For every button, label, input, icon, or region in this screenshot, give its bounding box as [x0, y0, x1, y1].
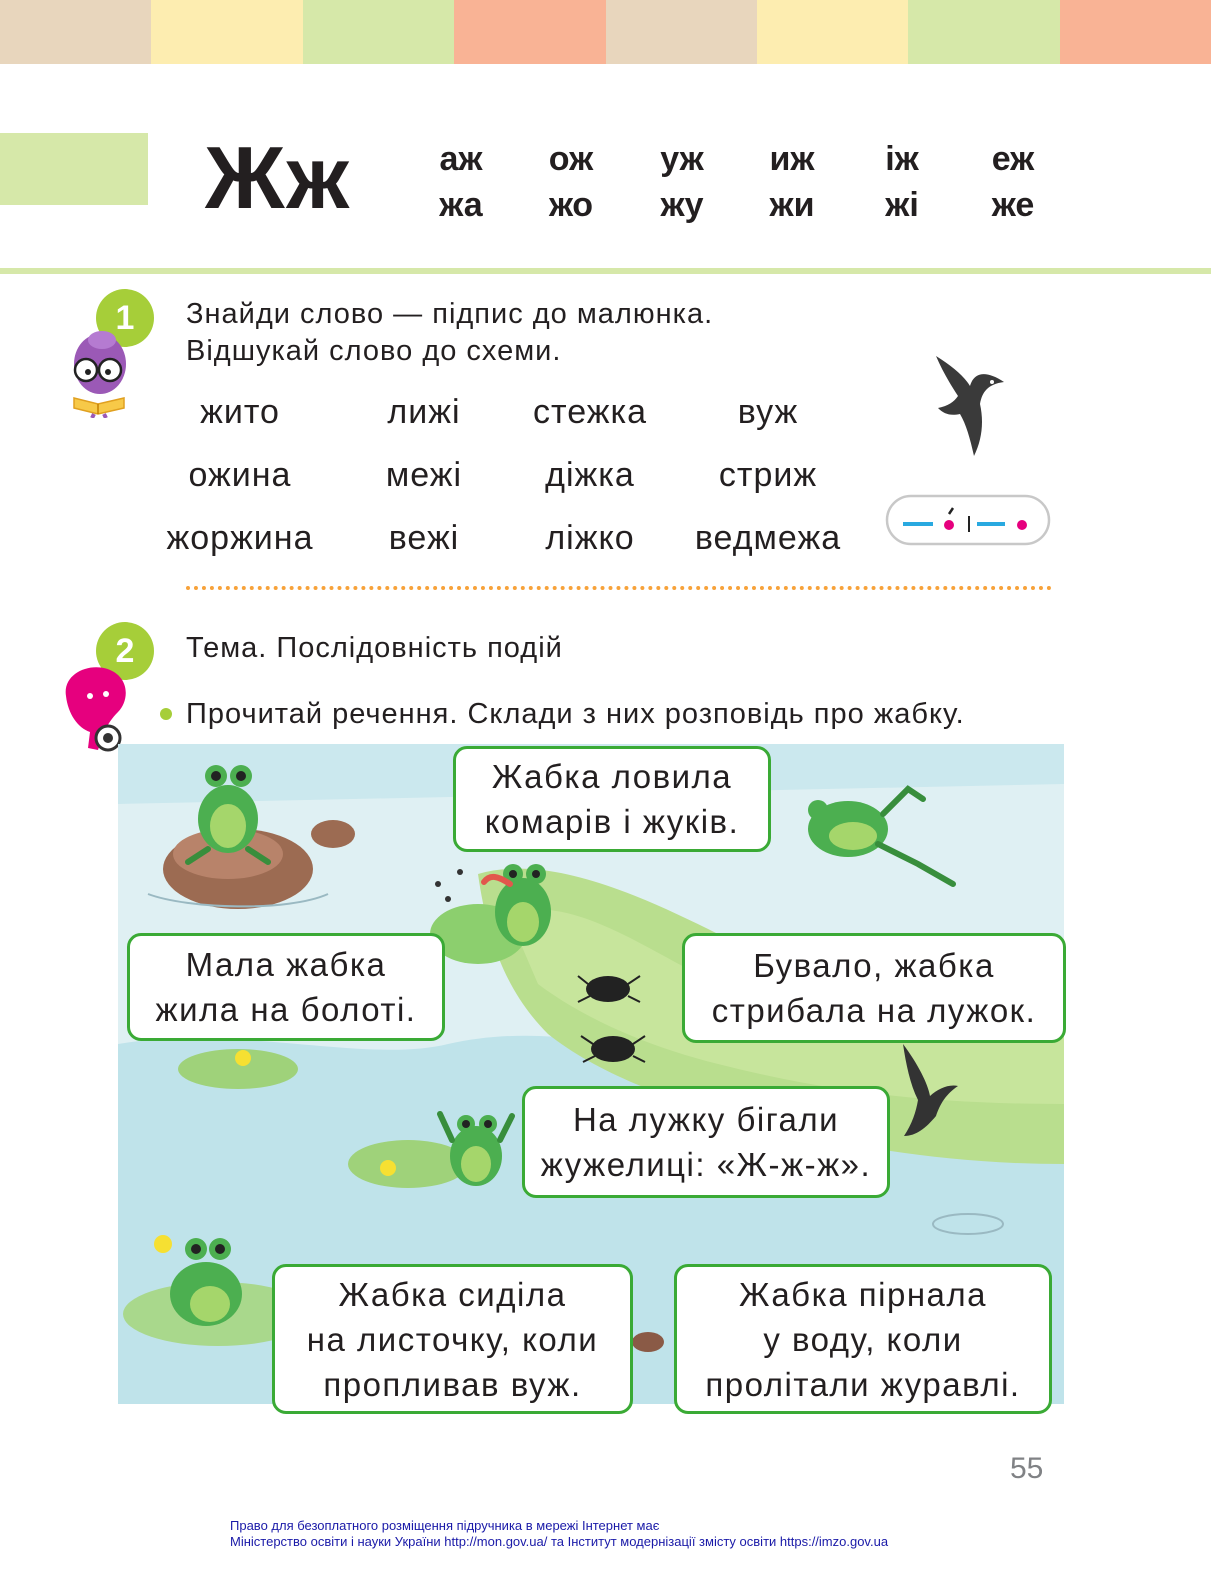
- task-number-badge: 2: [96, 622, 154, 680]
- word: жоржина: [166, 519, 314, 557]
- sentence-card: [127, 933, 445, 1041]
- task2-theme: Тема. Послідовність подій: [186, 632, 563, 664]
- task1-instruction-line2: Відшукай слово до схеми.: [186, 335, 562, 367]
- strip-segment: [757, 0, 908, 64]
- card-line: пропливав вуж.: [323, 1365, 582, 1403]
- page-number: 55: [1010, 1452, 1044, 1485]
- card-line: жужелиці: «Ж-ж-ж».: [540, 1146, 872, 1183]
- card-line: Бувало, жабка: [753, 947, 995, 984]
- word: ліжко: [545, 519, 635, 557]
- sentence-card: [453, 746, 771, 852]
- strip-segment: [454, 0, 605, 64]
- word: діжка: [545, 456, 635, 494]
- syllable: еж: [991, 140, 1035, 178]
- bullet-dot: [160, 708, 172, 720]
- swift-bird-icon: [930, 352, 1010, 458]
- card-line: жила на болоті.: [155, 991, 417, 1028]
- strip-segment: [303, 0, 454, 64]
- word: межі: [385, 456, 463, 494]
- header-divider: [0, 268, 1211, 274]
- syllable: аж: [439, 140, 483, 178]
- sentence-card: [522, 1086, 890, 1198]
- letter-heading: Жж: [205, 128, 351, 227]
- syllable: ож: [548, 140, 594, 178]
- strip-segment: [606, 0, 757, 64]
- strip-segment: [0, 0, 151, 64]
- syllable: жи: [769, 186, 815, 224]
- syllable: жу: [660, 186, 704, 224]
- word-scheme: [885, 494, 1051, 546]
- syllable: же: [991, 186, 1035, 224]
- card-line: на листочку, коли: [306, 1320, 599, 1358]
- card-line: стрибала на лужок.: [711, 992, 1037, 1029]
- card-line: у воду, коли: [763, 1320, 963, 1358]
- footer-line: Право для безоплатного розміщення підручника в мережі Інтернет має: [230, 1518, 660, 1533]
- word: стежка: [533, 393, 647, 431]
- strip-segment: [1060, 0, 1211, 64]
- word: жито: [200, 393, 280, 431]
- syllable: жо: [548, 186, 594, 224]
- syllable: іж: [885, 140, 919, 178]
- card-line: На лужку бігали: [572, 1101, 840, 1138]
- strip-segment: [908, 0, 1059, 64]
- card-line: комарів і жуків.: [484, 803, 740, 840]
- word: вуж: [737, 393, 799, 431]
- syllable: жа: [439, 186, 483, 224]
- footer-notice: [230, 1518, 888, 1550]
- syllable: уж: [660, 140, 704, 178]
- task2-instruction: Прочитай речення. Склади з них розповідь про жабку.: [186, 698, 965, 730]
- card-line: Жабка пірнала: [738, 1275, 988, 1313]
- word: ведмежа: [694, 519, 842, 557]
- syllable: иж: [769, 140, 815, 178]
- card-line: Жабка ловила: [491, 758, 733, 795]
- thinking-character-icon: [58, 662, 134, 754]
- sentence-card: [682, 933, 1066, 1043]
- card-line: Мала жабка: [185, 946, 387, 983]
- word: стриж: [718, 456, 818, 494]
- top-color-strip: [0, 0, 1211, 64]
- reading-character-icon: [66, 326, 132, 418]
- strip-segment: [151, 0, 302, 64]
- sentence-card: [674, 1264, 1052, 1414]
- section-tab: [0, 133, 148, 205]
- card-line: Жабка сиділа: [338, 1275, 567, 1313]
- syllable: жі: [885, 186, 919, 224]
- card-line: пролітали журавлі.: [705, 1365, 1021, 1403]
- task1-instruction-line1: Знайди слово — підпис до малюнка.: [186, 298, 714, 330]
- word: вежі: [388, 519, 460, 557]
- word: лижі: [387, 393, 461, 431]
- word: ожина: [188, 456, 292, 494]
- sentence-card: [272, 1264, 633, 1414]
- section-divider: [186, 586, 1052, 590]
- task-number-badge: 1: [96, 289, 154, 347]
- footer-line: Міністерство освіти і науки України http://mon.gov.ua/ та Інститут модернізації змісту освіти https://imzo.gov.ua: [230, 1534, 889, 1549]
